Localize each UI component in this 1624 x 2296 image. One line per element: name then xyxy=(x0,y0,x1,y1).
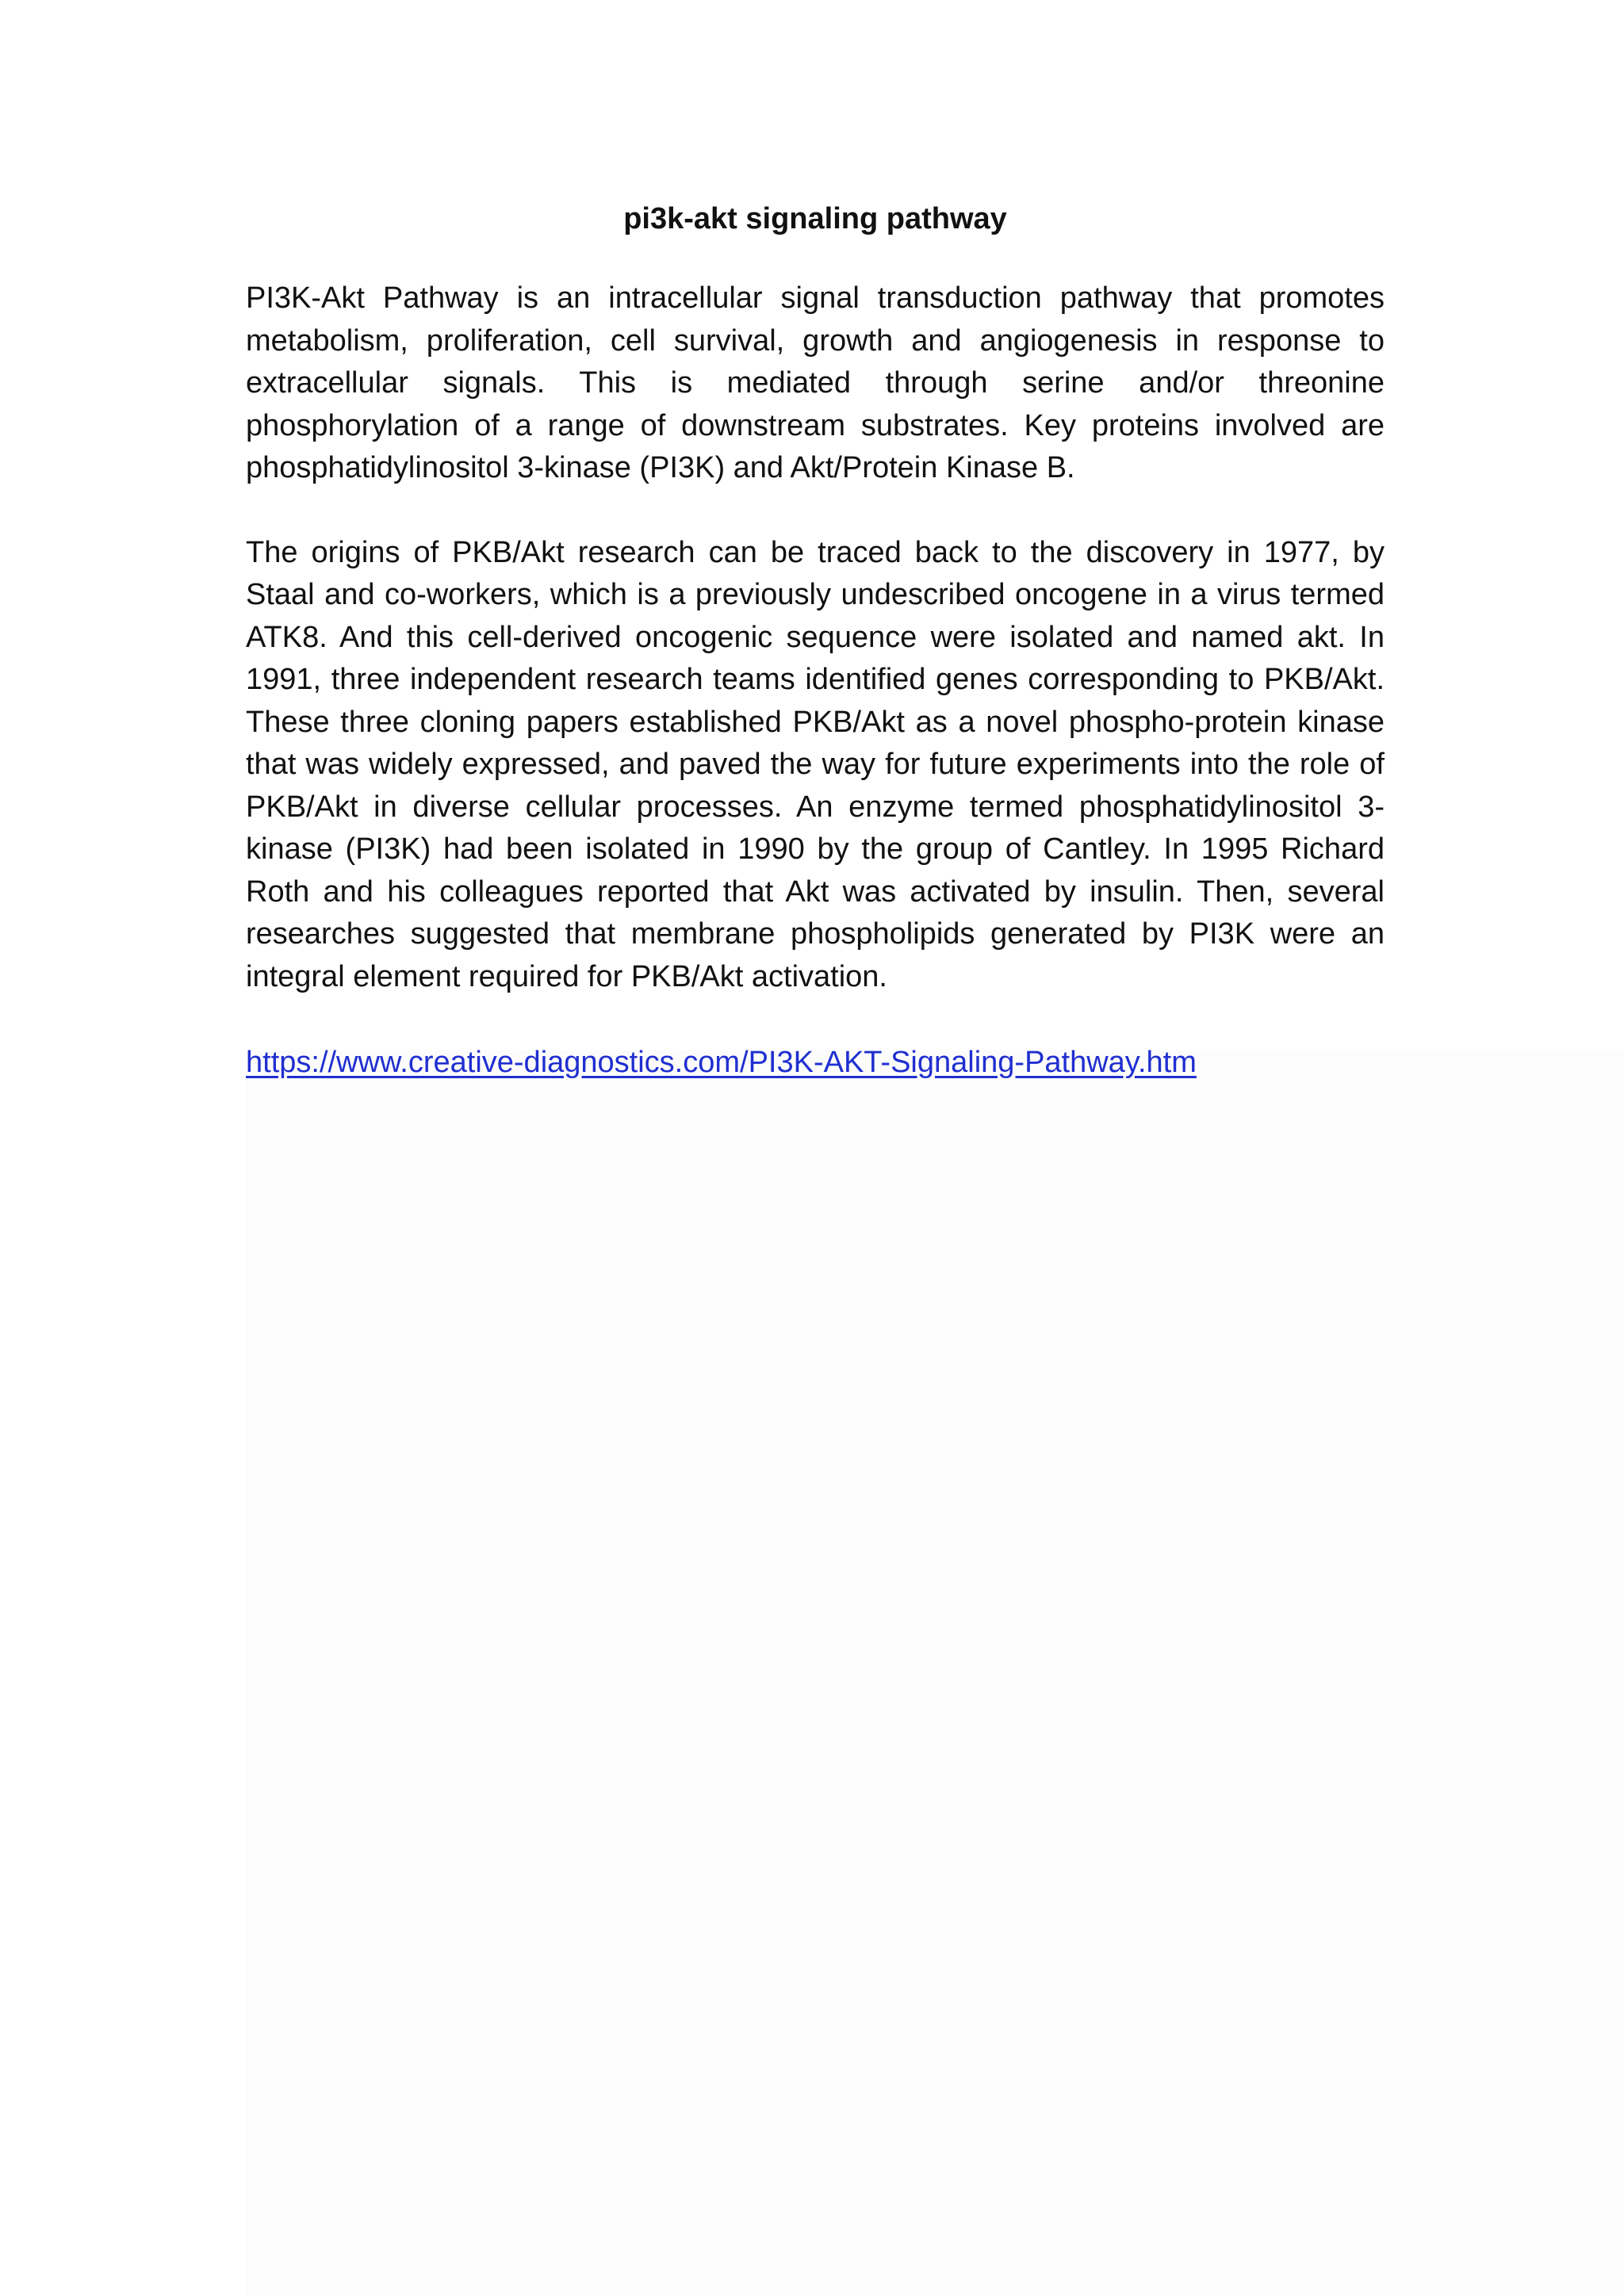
history-paragraph: The origins of PKB/Akt research can be traced back to the discovery in 1977, by Staal and co-workers, which is a previously undescribed oncogene in a virus termed ATK8. And this cell-derived oncogenic sequence were isolated and named akt. In 1991, three independent research teams identified genes corresponding to PKB/Akt. These three cloning papers established PKB/Akt as a novel phospho-protein kinase that was widely expressed, and paved the way for future experiments into the role of PKB/Akt in diverse cellular processes. An enzyme termed phosphatidylinositol 3-kinase (PI3K) had been isolated in 1990 by the group of Cantley. In 1995 Richard Roth and his colleagues reported that Akt was activated by insulin. Then, several researches suggested that membrane phospholipids generated by PI3K were an integral element required for PKB/Akt activation. xyxy=(246,535,1385,993)
document-title: pi3k-akt signaling pathway xyxy=(623,202,1007,235)
page-background-shade xyxy=(246,1050,1624,2296)
source-link[interactable]: https://www.creative-diagnostics.com/PI3K-AKT-Signaling-Pathway.htm xyxy=(246,1046,1197,1079)
document-content xyxy=(246,197,1385,1085)
intro-paragraph: PI3K-Akt Pathway is an intracellular signal transduction pathway that promotes metabolism, proliferation, cell survival, growth and angiogenesis in response to extracellular signals. This is mediated through serine and/or threonine phosphorylation of a range of downstream substrates. Key proteins involved are phosphatidylinositol 3-kinase (PI3K) and Akt/Protein Kinase B. xyxy=(246,281,1385,484)
